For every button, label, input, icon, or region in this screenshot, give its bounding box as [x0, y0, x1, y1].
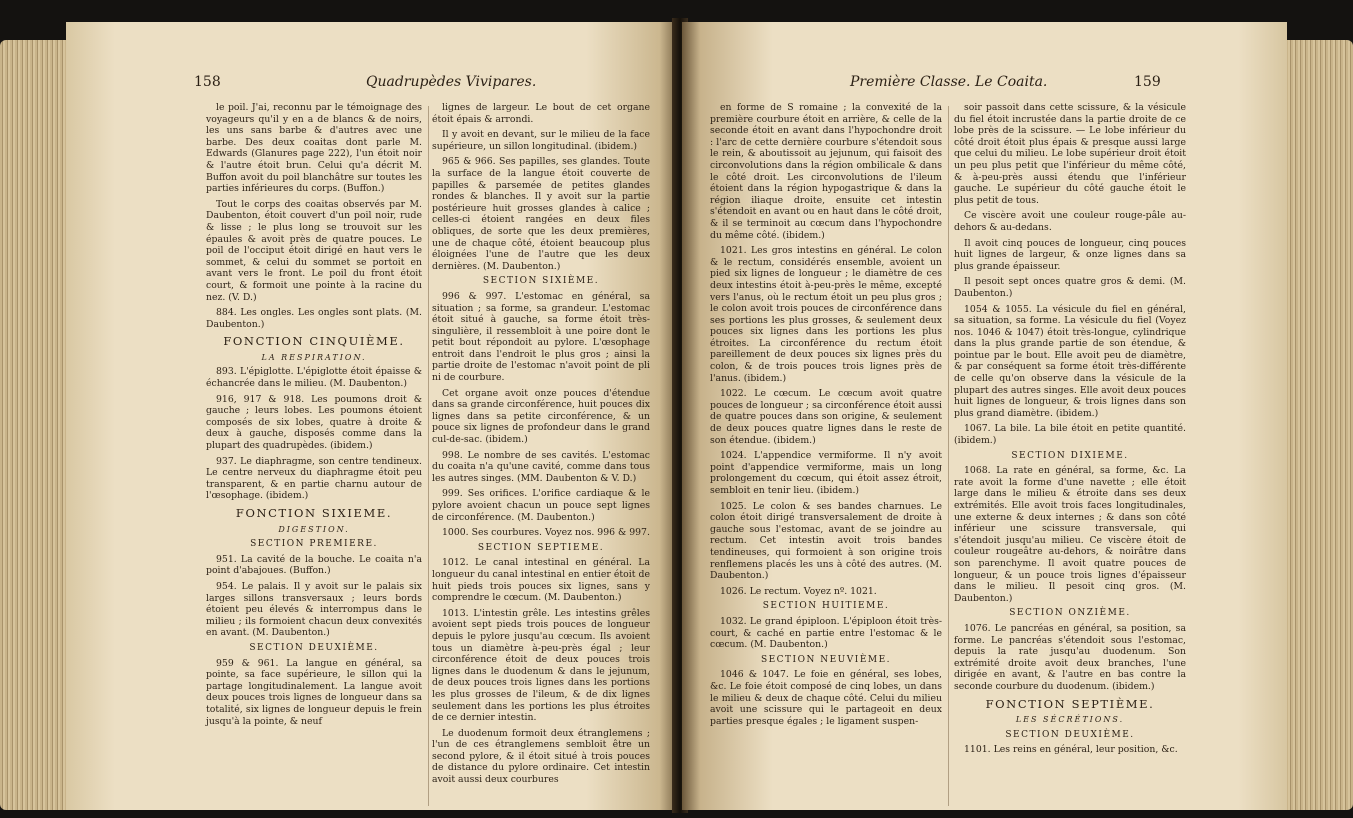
section-heading: SECTION DEUXIÈME. — [249, 642, 379, 653]
paragraph: 998. Le nombre de ses cavités. L'estomac du coaita n'a qu'une cavité, comme dans tous les autres singes. (MM. Daubenton & V. D.) — [432, 449, 650, 484]
paragraph: 954. Le palais. Il y avoit sur le palais six larges sillons transversaux ; leurs bords étoient peu élevés & interrompus dans le milieu ; ils formoient chacun deux convexités en avant. (M. Daubenton.) — [206, 580, 422, 639]
paragraph: soir passoit dans cette scissure, & la vésicule du fiel étoit incrustée dans la partie droite de ce lobe près de la scissure. — Le lobe inférieur du côté droit étoit plus épais & presque aussi large que celui du milieu. Le lobe supérieur droit étoit un peu plus petit que l'inférieur du même côté, & à-peu-près aussi étendu que l'inférieur gauche. Le supérieur du côté gauche étoit le plus petit de tous. — [954, 102, 1186, 206]
page-number: 159 — [1134, 74, 1161, 90]
section-heading: SECTION SIXIÈME. — [482, 276, 600, 287]
paragraph: 884. Les ongles. Les ongles sont plats. (M. Daubenton.) — [206, 307, 422, 330]
paragraph: 1013. L'intestin grêle. Les intestins grêles avoient sept pieds trois pouces de longueur depuis le pylore jusqu'au cœcum. Ils avoient tous un diamètre à-peu-près égal ; leur circonférence étoit de deux pouces trois lignes dans le duodenum & dans le jejunum, de deux pouces trois lignes dans les portions les plus grosses de l'ileum, & de dix lignes seulement dans les portions les plus étroites de ce dernier intestin. — [432, 607, 650, 724]
fonction-heading: FONCTION SIXIEME. — [235, 506, 393, 520]
paragraph: 1022. Le cœcum. Le cœcum avoit quatre pouces de longueur ; sa circonférence étoit aussi de quatre pouces dans son origine, & seulement de deux pouces quatre lignes dans le reste de son étendue. (ibidem.) — [710, 388, 942, 446]
paragraph: 1046 & 1047. Le foie en général, ses lobes, &c. Le foie étoit composé de cinq lobes, un dans le milieu & deux de chaque côté. Celui du milieu avoit une scissure qui le partageoit en deux parties presque égales ; le ligament suspen- — [710, 669, 942, 727]
paragraph: 1026. Le rectum. Voyez nº. 1021. — [720, 585, 877, 597]
page-edges-right — [1283, 40, 1353, 810]
left-page — [66, 22, 678, 810]
paragraph: Il pesoit sept onces quatre gros & demi. (M. Daubenton.) — [954, 276, 1186, 299]
page-edges-left — [0, 40, 70, 810]
text-column — [954, 102, 1186, 760]
paragraph: 1012. Le canal intestinal en général. La longueur du canal intestinal en entier étoit de huit pieds trois pouces six lignes, sans y comprendre le cœcum. (M. Daubenton.) — [432, 557, 650, 604]
paragraph: le poil. J'ai, reconnu par le témoignage des voyageurs qu'il y en a de blancs & de noirs, les uns sans barbe & d'autres avec une barbe. Des deux coaitas dont parle M. Edwards (Glanures page 222), l'un étoit noir & l'autre étoit brun. Celui qu'a décrit M. Buffon avoit du poil blanchâtre sur toutes les parties inférieures du corps. (Buffon.) — [206, 102, 422, 195]
paragraph: 937. Le diaphragme, son centre tendineux. Le centre nerveux du diaphragme étoit peu transparent, & en partie charnu autour de l'œsophage. (ibidem.) — [206, 455, 422, 502]
paragraph: 893. L'épiglotte. L'épiglotte étoit épaisse & échancrée dans le milieu. (M. Daubenton.) — [206, 366, 422, 390]
paragraph: Il y avoit en devant, sur le milieu de la face supérieure, un sillon longitudinal. (ibidem.) — [432, 129, 650, 152]
section-heading: SECTION NEUVIÈME. — [760, 654, 892, 665]
paragraph: 1076. Le pancréas en général, sa position, sa forme. Le pancréas s'étendoit sous l'estomac, depuis la rate jusqu'au duodenum. Son extrémité droite avoit deux branches, l'une dirigée en avant, & l'autre en bas contre la seconde courbure du duodenum. (ibidem.) — [954, 622, 1186, 692]
subheading: DIGESTION. — [278, 524, 350, 534]
paragraph: 1000. Ses courbures. Voyez nos. 996 & 997. — [442, 527, 650, 539]
paragraph: 916, 917 & 918. Les poumons droit & gauche ; leurs lobes. Les poumons étoient composés de six lobes, quatre à droite & deux à gauche, disposés comme dans la plupart des quadrupèdes. (ibidem.) — [206, 393, 422, 452]
paragraph: 1032. Le grand épiploon. L'épiploon étoit très-court, & caché en partie entre l'estomac & le cœcum. (M. Daubenton.) — [710, 615, 942, 651]
paragraph: 996 & 997. L'estomac en général, sa situation ; sa forme, sa grandeur. L'estomac étoit situé à gauche, sa forme étoit très-singulière, il ressembloit à une poire dont le petit bout répondoit au pylore. L'œsophage entroit dans l'endroit le plus gros ; ainsi la partie droite de l'estomac n'avoit point de pli ni de courbure. — [432, 290, 650, 384]
page-number: 158 — [194, 74, 221, 90]
fonction-heading: FONCTION CINQUIÈME. — [223, 334, 405, 349]
fonction-heading: FONCTION SEPTIÈME. — [985, 696, 1155, 711]
running-head: Première Classe. Le Coaita. — [850, 74, 1048, 90]
paragraph: 965 & 966. Ses papilles, ses glandes. Toute la surface de la langue étoit couverte de papilles & parsemée de petites glandes rondes & blanches. Il y avoit sur la partie postérieure huit grosses glandes à calice ; celles-ci étoient rangées en deux files obliques, de sorte que les deux premières, une de chaque côté, étoient beaucoup plus éloignées l'une de l'autre que les deux dernières. (M. Daubenton.) — [432, 156, 650, 272]
paragraph: 1068. La rate en général, sa forme, &c. La rate avoit la forme d'une navette ; elle étoit large dans le milieu & étroite dans ses deux extrémités. Elle avoit trois faces longitudinales, une externe & deux internes ; & dans son côté inférieur une scissure transversale, qui s'étendoit jusqu'au milieu. Ce viscère étoit de couleur rougeâtre au-dehors, & noirâtre dans son parenchyme. Il avoit quatre pouces de longueur, & un pouce trois lignes d'épaisseur dans le milieu. Il pesoit cinq gros. (M. Daubenton.) — [954, 465, 1186, 604]
paragraph: Tout le corps des coaitas observés par M. Daubenton, étoit couvert d'un poil noir, rude & lisse ; le plus long se trouvoit sur les épaules & avoit près de quatre pouces. Le poil de l'occiput étoit dirigé en haut vers le sommet, & celui du sommet se portoit en avant vers le front. Le poil du front étoit court, & formoit une pointe à la racine du nez. (V. D.) — [206, 198, 422, 303]
paragraph: 1067. La bile. La bile étoit en petite quantité. (ibidem.) — [954, 423, 1186, 447]
paragraph: Le duodenum formoit deux étranglemens ; l'un de ces étranglemens sembloit être un second pylore, & il étoit situé à trois pouces de distance du pylore ordinaire. Cet intestin avoit aussi deux courbures — [432, 727, 650, 786]
paragraph: 1024. L'appendice vermiforme. Il n'y avoit point d'appendice vermiforme, mais un long prolongement du cœcum, qui étoit assez étroit, sembloit en tenir lieu. (ibidem.) — [710, 450, 942, 496]
right-page — [682, 22, 1287, 810]
text-column — [432, 102, 650, 790]
text-column — [206, 102, 422, 731]
paragraph: 959 & 961. La langue en général, sa pointe, sa face supérieure, le sillon qui la partage longitudinalement. La langue avoit deux pouces trois lignes de longueur dans sa totalité, six lignes de longueur depuis le frein jusqu'à la pointe, & neuf — [206, 657, 422, 727]
section-heading: SECTION DEUXIÈME. — [1005, 729, 1135, 740]
section-heading: SECTION ONZIÈME. — [1009, 608, 1131, 619]
section-heading: SECTION PREMIERE. — [250, 539, 378, 550]
paragraph: lignes de largeur. Le bout de cet organe étoit épais & arrondi. — [432, 102, 650, 125]
column-rule — [948, 106, 949, 806]
paragraph: Il avoit cinq pouces de longueur, cinq pouces huit lignes de largeur, & onze lignes dans sa plus grande épaisseur. — [954, 237, 1186, 272]
paragraph: 1021. Les gros intestins en général. Le colon & le rectum, considérés ensemble, avoient un pied six lignes de longueur ; le diamètre de ces deux intestins étoit à-peu-près le même, excepté vers l'anus, où le rectum étoit un peu plus gros ; le colon avoit trois pouces de circonférence dans ses portions les plus grosses, & seulement deux pouces six lignes dans les portions les plus étroites. La circonférence du rectum étoit pareillement de deux pouces six lignes près du colon, & de trois pouces trois lignes près de l'anus. (ibidem.) — [710, 245, 942, 384]
subheading: LA RESPIRATION. — [261, 352, 367, 362]
section-heading: SECTION SEPTIEME. — [477, 542, 605, 553]
section-heading: SECTION DIXIEME. — [1011, 450, 1129, 461]
paragraph: 1101. Les reins en général, leur position, &c. — [964, 744, 1178, 756]
column-rule — [428, 106, 429, 806]
paragraph: Cet organe avoit onze pouces d'étendue dans sa grande circonférence, huit pouces dix lignes dans sa petite circonférence, & un pouce six lignes de profondeur dans le grand cul-de-sac. (ibidem.) — [432, 387, 650, 446]
paragraph: en forme de S romaine ; la convexité de la première courbure étoit en arrière, & celle de la seconde étoit en avant dans l'hypochondre droit : l'arc de cette dernière courbure s'étendoit sous le rein, & aboutissoit au jejunum, qui faisoit des circonvolutions dans la région ombilicale & dans le côté droit. Les circonvolutions de l'ileum étoient dans la région hypogastrique & dans la région iliaque droite, ensuite cet intestin s'étendoit en avant ou en haut dans le côté droit, & il se terminoit au cœcum dans l'hypochondre du même côté. (ibidem.) — [710, 102, 942, 241]
subheading: LES SÉCRÉTIONS. — [1015, 715, 1125, 725]
text-column — [710, 102, 942, 731]
running-head: Quadrupèdes Vivipares. — [366, 74, 537, 90]
paragraph: 999. Ses orifices. L'orifice cardiaque & le pylore avoient chacun un pouce sept lignes de circonférence. (M. Daubenton.) — [432, 488, 650, 523]
paragraph: 951. La cavité de la bouche. Le coaita n'a point d'abajoues. (Buffon.) — [206, 553, 422, 577]
paragraph: Ce viscère avoit une couleur rouge-pâle au-dehors & au-dedans. — [954, 210, 1186, 233]
section-heading: SECTION HUITIEME. — [762, 601, 890, 612]
paragraph: 1054 & 1055. La vésicule du fiel en général, sa situation, sa forme. La vésicule du fiel (Voyez nos. 1046 & 1047) étoit très-longue, cylindrique dans la plus grande partie de son étendue, & pointue par le bout. Elle avoit peu de diamètre, & par conséquent sa forme étoit très-différente de celle qu'on observe dans la vésicule de la plupart des autres singes. Elle avoit deux pouces huit lignes de longueur, & trois lignes dans son plus grand diamètre. (ibidem.) — [954, 303, 1186, 419]
paragraph: 1025. Le colon & ses bandes charnues. Le colon étoit dirigé transversalement de droite à gauche sous l'estomac, avant de se joindre au rectum. Cet intestin avoit trois bandes tendineuses, qui formoient à son origine trois renflemens placés les uns à côté des autres. (M. Daubenton.) — [710, 500, 942, 582]
